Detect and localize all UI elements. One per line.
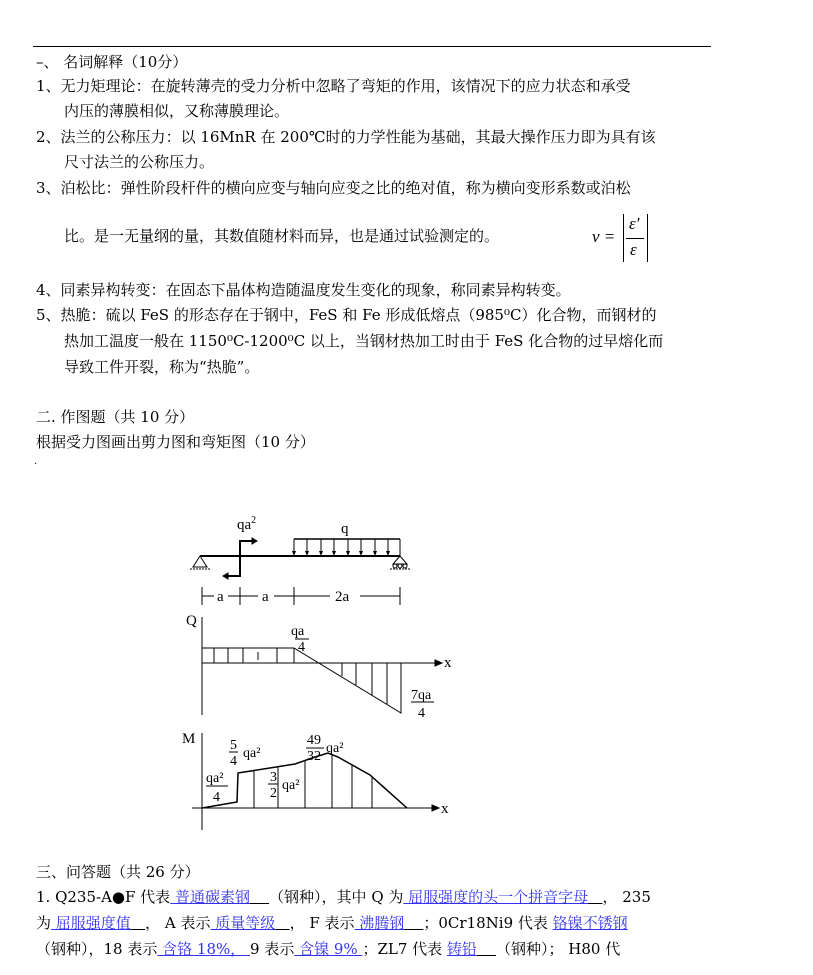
item-number: 5、 [36,306,61,324]
shear-bot-den: 4 [418,706,425,721]
poisson-formula [592,210,682,266]
shear-diagram [180,605,460,730]
section2-prompt: 根据受力图画出剪力图和弯矩图（10 分） [36,433,315,451]
m-label-2-den: 4 [230,754,237,769]
shear-curve [202,648,401,713]
m-label-1-den: 4 [213,790,220,805]
m-axis-label: M [182,731,196,747]
beam-diagram [180,505,440,615]
term: 法兰的公称压力 [60,128,166,146]
definition-text: ：在固态下晶体构造随温度发生变化的现象，称同素异构转变。 [150,281,571,299]
stray-dot: . [34,456,38,467]
answer-blank[interactable]: 普通碳素钢 [170,888,250,906]
load-label: q [341,521,349,537]
formula-denominator: ε [630,240,637,259]
moment-label: $qa^2$ [237,515,257,533]
answer-blank[interactable]: 屈服强度值 [51,914,131,932]
definition-1-cont: 内压的薄膜相似，又称薄膜理论。 [64,102,290,120]
m-label-4-den: 32 [307,749,321,764]
roller-support [393,556,407,564]
definition-2 [36,127,656,147]
m-label-3-suffix: qa² [282,778,300,793]
definition-3-cont: 比。是一无量纲的量，其数值随材料而异，也是通过试验测定的。 [64,227,500,245]
shear-bot-num: 7qa [411,688,432,703]
fraction-bar [626,238,644,239]
definition-text: ：以 16MnR 在 200℃时的力学性能为基础，其最大操作压力即为具有该 [165,128,656,146]
answer-blank[interactable]: 铬镍不锈钢 [552,914,628,932]
term: 热脆 [60,306,91,324]
definition-text: ：硫以 FeS 的形态存在于钢中，FeS 和 Fe 形成低熔点（985⁰C）化合物，而钢材的 [90,306,657,324]
definition-4 [36,280,571,300]
dim-a2: a [262,589,269,605]
section3-heading: 三、问答题（共 26 分） [36,863,200,881]
x-axis-label: x [444,655,452,671]
section2-heading: 二. 作图题（共 10 分） [36,408,195,426]
dim-2a: 2a [335,589,350,605]
item-number: 1、 [36,77,61,95]
answer-blank[interactable]: 沸腾钢 [354,914,405,932]
pin-support [193,556,207,567]
definition-2-cont: 尺寸法兰的公称压力。 [64,153,215,171]
term: 同素异构转变 [60,281,151,299]
definition-5-cont: 热加工温度一般在 1150⁰C-1200⁰C 以上，当钢材热加工时由于 FeS 化合物的过早熔化而 [64,332,664,350]
m-label-3-den: 2 [270,786,277,801]
definition-3 [36,178,631,198]
term: 泊松比 [60,179,106,197]
definition-1 [36,76,631,96]
shear-top-num: qa [291,624,305,639]
item-number: 3、 [36,179,61,197]
answer-blank[interactable]: 质量等级 [210,914,276,932]
answer-blank[interactable]: 含镍 9% [294,940,363,958]
section1-heading: –、 名词解释（10分） [36,53,188,71]
formula-lhs: ν = [592,227,616,246]
m-label-4-suffix: qa² [326,741,344,756]
abs-bar-right [647,214,648,262]
answer-blank[interactable]: 含铬 18%， [157,940,251,958]
q1-line2: 为 屈服强度值 ， A 表示 质量等级 ， F 表示 沸腾钢 ；0Cr18Ni9 代表 铬镍不锈钢 [36,914,628,932]
moment-diagram [170,725,470,840]
q1-line3: （钢种），18 表示 含铬 18%， 9 表示 含镍 9% ；ZL7 代表 铸铅 （钢种）； H80 代 [36,940,621,958]
dimension-line [202,587,400,605]
abs-bar-left [623,214,624,262]
q-axis-label: Q [186,613,197,629]
m-label-4-num: 49 [307,733,321,748]
definition-text: ：弹性阶段杆件的横向应变与轴向应变之比的绝对值，称为横向变形系数或泊松 [105,179,631,197]
m-label-2-num: 5 [230,738,237,753]
hatching [214,648,387,704]
definition-text: ：在旋转薄壳的受力分析中忽略了弯矩的作用，该情况下的应力状态和承受 [135,77,631,95]
m-label-1-num: qa² [206,771,224,786]
top-rule [33,46,711,47]
x-axis-label: x [441,801,449,817]
answer-blank[interactable]: 铸铅 [446,940,477,958]
answer-blank[interactable]: 屈服强度的头一个拼音字母 [403,888,589,906]
m-label-3-num: 3 [270,770,277,785]
formula-numerator: ε′ [629,214,640,233]
q1-line1: 1. Q235-A●F 代表 普通碳素钢 （钢种），其中 Q 为 屈服强度的头一个拼音字母 ， 235 [36,888,651,906]
term: 无力矩理论 [60,77,136,95]
item-number: 2、 [36,128,61,146]
m-label-2-suffix: qa² [243,746,261,761]
item-number: 4、 [36,281,61,299]
shear-top-den: 4 [298,640,305,655]
dim-a1: a [217,589,224,605]
definition-5-cont2: 导致工件开裂，称为“热脆”。 [64,358,260,376]
definition-5 [36,305,656,325]
